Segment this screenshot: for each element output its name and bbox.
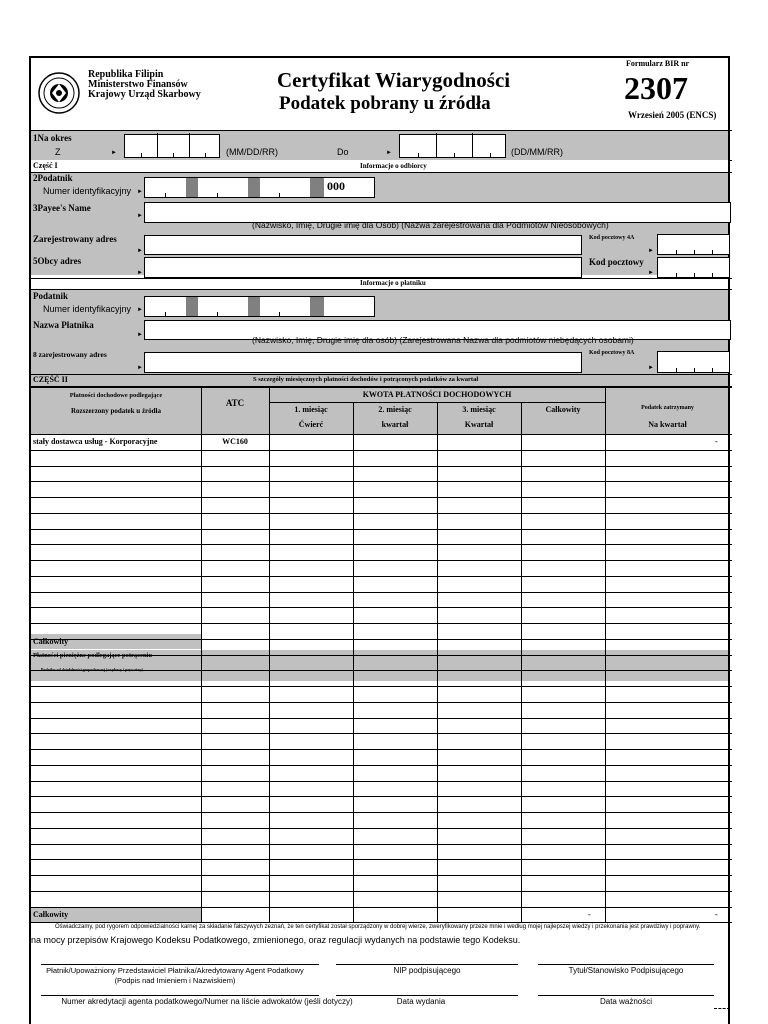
payee-name-hint: (Nazwisko, Imię, Drugie imię dla Osób) (Nazwa zarejestrowana dla Podmiotów Nieosobowych) [252, 220, 609, 230]
period-to-field[interactable] [399, 134, 506, 158]
taxpayer-label: 2Podatnik [33, 173, 73, 183]
table-row-line [31, 686, 732, 687]
table-row-line [31, 828, 732, 829]
form-title: Certyfikat Wiarygodności [277, 68, 511, 92]
row1-atc: WC160 [222, 437, 248, 446]
table-row-line [31, 749, 732, 750]
table-row-line [31, 922, 732, 923]
declaration-line1: Oświadczamy, pod rygorem odpowiedzialności karnej za składanie fałszywych zeznań, że ten certyfikat został sporządzony w dobrej wierze, zweryfikowany przeze mnie i według mojej najlepszej wiedzy i przekonania jest prawdziwy i poprawny. [55, 924, 701, 930]
part1-label: Część I [33, 161, 58, 170]
agent-signature-line[interactable] [41, 964, 319, 965]
col-m3-line2: Kwartał [464, 420, 494, 429]
signer-tin-label: NIP podpisującego [393, 966, 461, 975]
table-row-line [31, 513, 732, 514]
zip8-label: Kod pocztowy 8A [589, 350, 635, 356]
foreign-address-label: 5Obcy adres [33, 256, 82, 266]
table-row-line [31, 560, 732, 561]
payee-tin-label: Numer identyfikacyjny [43, 186, 132, 196]
issue-date-label: Data wydania [396, 997, 446, 1006]
part2-label: CZĘŚĆ II [33, 375, 68, 384]
form-subtitle: Podatek pobrany u źródła [279, 93, 491, 114]
period-to-label: Do [337, 147, 349, 157]
table-column-line [437, 402, 438, 922]
payer-address-label: 8 zarejestrowany adres [33, 350, 107, 359]
arrow-icon: ► [137, 248, 143, 254]
period-from-format: (MM/DD/RR) [226, 147, 278, 157]
issue-date-line[interactable] [336, 995, 518, 996]
table-column-line [521, 402, 522, 922]
payer-name-hint: (Nazwisko, Imię, Drugie imię dla osób) (Zarejestrowana Nazwa dla podmiotów niebędących osobami) [252, 335, 634, 345]
bir-seal-icon [38, 72, 80, 114]
col-atc: ATC [225, 398, 245, 408]
arrow-icon: ► [648, 365, 654, 371]
arrow-icon: ► [111, 150, 117, 156]
period-label: 1Na okres [33, 133, 72, 143]
arrow-icon: ► [137, 365, 143, 371]
table-row-line [31, 796, 732, 797]
form-date: Wrzesień 2005 (ENCS) [628, 110, 717, 120]
col-tax-line2: Na kwartał [648, 420, 687, 429]
period-from-label: Z [55, 147, 61, 157]
table-column-line [353, 402, 354, 922]
zip-label: Kod pocztowy [589, 257, 644, 267]
total2-label: Całkowity [33, 910, 69, 919]
total2-tax: - [715, 910, 718, 919]
col-tax-line1: Podatek zatrzymany [641, 405, 694, 411]
arrow-icon: ► [386, 150, 392, 156]
accreditation-label: Numer akredytacji agenta podatkowego/Numer na liście adwokatów (jeśli dotyczy) [61, 997, 353, 1006]
arrow-icon: ► [648, 248, 654, 254]
table-row-line [31, 450, 732, 451]
table-header-top-line [31, 387, 732, 388]
payer-taxpayer-label: Podatnik [33, 291, 69, 301]
col-m1-line2: Ćwierć [298, 420, 324, 429]
form-number: 2307 [624, 70, 688, 106]
reg-address-field[interactable] [144, 235, 582, 255]
payer-name-label: Nazwa Płatnika [33, 320, 94, 330]
table-row-line [31, 875, 732, 876]
payer-section-header: Informacje o płatniku [360, 279, 426, 287]
payee-name-label: 3Payee's Name [33, 203, 91, 213]
declaration-line2: na mocy przepisów Krajowego Kodeksu Podatkowego, zmienionego, oraz regulacji wydanych na podstawie tego Kodeksu. [31, 935, 521, 945]
agency-line2: Ministerstwo Finansów [88, 79, 188, 90]
arrow-icon: ► [137, 189, 143, 195]
col-income-line2: Rozszerzony podatek u źródła [70, 407, 162, 415]
accreditation-line[interactable] [41, 995, 319, 996]
agency-line3: Krajowy Urząd Skarbowy [88, 89, 201, 100]
period-from-field[interactable] [124, 134, 220, 158]
col-income-line1: Płatności dochodowe podlegające [69, 392, 163, 399]
table-row-line [31, 891, 732, 892]
payee-tin-suffix: 000 [327, 179, 345, 193]
table-column-line [605, 402, 606, 922]
reg-address-label: Zarejestrowany adres [33, 234, 117, 244]
row1-description: stały dostawca usług - Korporacyjne [33, 437, 158, 446]
payee-tin-field[interactable] [144, 177, 375, 198]
table-row-line [31, 639, 732, 640]
zip4-label: Kod pocztowy 4A [589, 235, 635, 241]
money-payments-line1: Płatności pieniężne podlegające potrąceniu [33, 652, 152, 659]
signer-title-line[interactable] [538, 964, 714, 965]
arrow-icon: ► [137, 213, 143, 219]
arrow-icon: ► [137, 332, 143, 338]
arrow-icon: ► [137, 307, 143, 313]
money-payments-line2: Podatku od działalności gospodarczej (rządowy i prywatny) [41, 667, 143, 672]
table-row-line [31, 529, 732, 530]
table-row-line [31, 497, 732, 498]
table-column-line [201, 387, 202, 922]
table-row-line [31, 765, 732, 766]
table-row-line [31, 466, 732, 467]
col-amount-header: KWOTA PŁATNOŚCI DOCHODOWYCH [362, 390, 512, 399]
table-row-line [31, 907, 732, 908]
zip4-field[interactable] [657, 234, 730, 255]
col-m2-line2: kwartał [381, 420, 409, 429]
payee-section-header: Informacje o odbiorcy [360, 162, 427, 170]
bir-form-2307 [29, 56, 730, 1024]
total-label: Całkowity [33, 637, 69, 646]
arrow-icon: ► [137, 270, 143, 276]
agent-label-line2: (Podpis nad Imieniem i Nazwiskiem) [114, 976, 236, 985]
table-row-line [31, 781, 732, 782]
agency-line1: Republika Filipin [88, 69, 164, 80]
zip8-field[interactable] [657, 351, 730, 373]
col-m1-line1: 1. miesiąc [294, 405, 328, 414]
arrow-icon: ► [648, 270, 654, 276]
payer-tin-field[interactable] [144, 296, 375, 317]
col-total: Całkowity [545, 405, 581, 414]
expiry-date-label: Data ważności [599, 997, 653, 1006]
table-row-line [31, 434, 732, 435]
foreign-address-field[interactable] [144, 257, 582, 278]
table-row-line [31, 623, 732, 624]
table-row-line [31, 812, 732, 813]
table-row-line [31, 544, 732, 545]
period-to-format: (DD/MM/RR) [511, 147, 563, 157]
table-row-line [31, 607, 732, 608]
agent-label-line1: Płatnik/Upoważniony Przedstawiciel Płatnika/Akredytowany Agent Podatkowy [46, 966, 304, 975]
expiry-date-line[interactable] [538, 995, 714, 996]
table-row-line [31, 481, 732, 482]
table-column-line [605, 387, 606, 402]
col-m2-line1: 2. miesiąc [378, 405, 412, 414]
payer-address-field[interactable] [144, 352, 582, 373]
table-column-line [269, 387, 270, 922]
part2-header: S szczegóły miesięcznych płatności dochodów i potrąconych podatków za kwartał [253, 376, 479, 383]
payer-tin-label: Numer identyfikacyjny [43, 304, 132, 314]
form-label: Formularz BIR nr [626, 59, 690, 68]
signer-title-label: Tytuł/Stanowisko Podpisującego [568, 966, 684, 975]
table-row-line [31, 844, 732, 845]
col-m3-line1: 3. miesiąc [462, 405, 496, 414]
table-row-line [31, 859, 732, 860]
row1-tax: - [715, 437, 718, 446]
total2-total: - [588, 910, 591, 919]
table-row-line [31, 576, 732, 577]
zip-field[interactable] [657, 257, 730, 278]
table-row-line [31, 718, 732, 719]
table-row-line [31, 702, 732, 703]
table-row-line [31, 592, 732, 593]
table-row-line [31, 733, 732, 734]
signer-tin-line[interactable] [336, 964, 518, 965]
